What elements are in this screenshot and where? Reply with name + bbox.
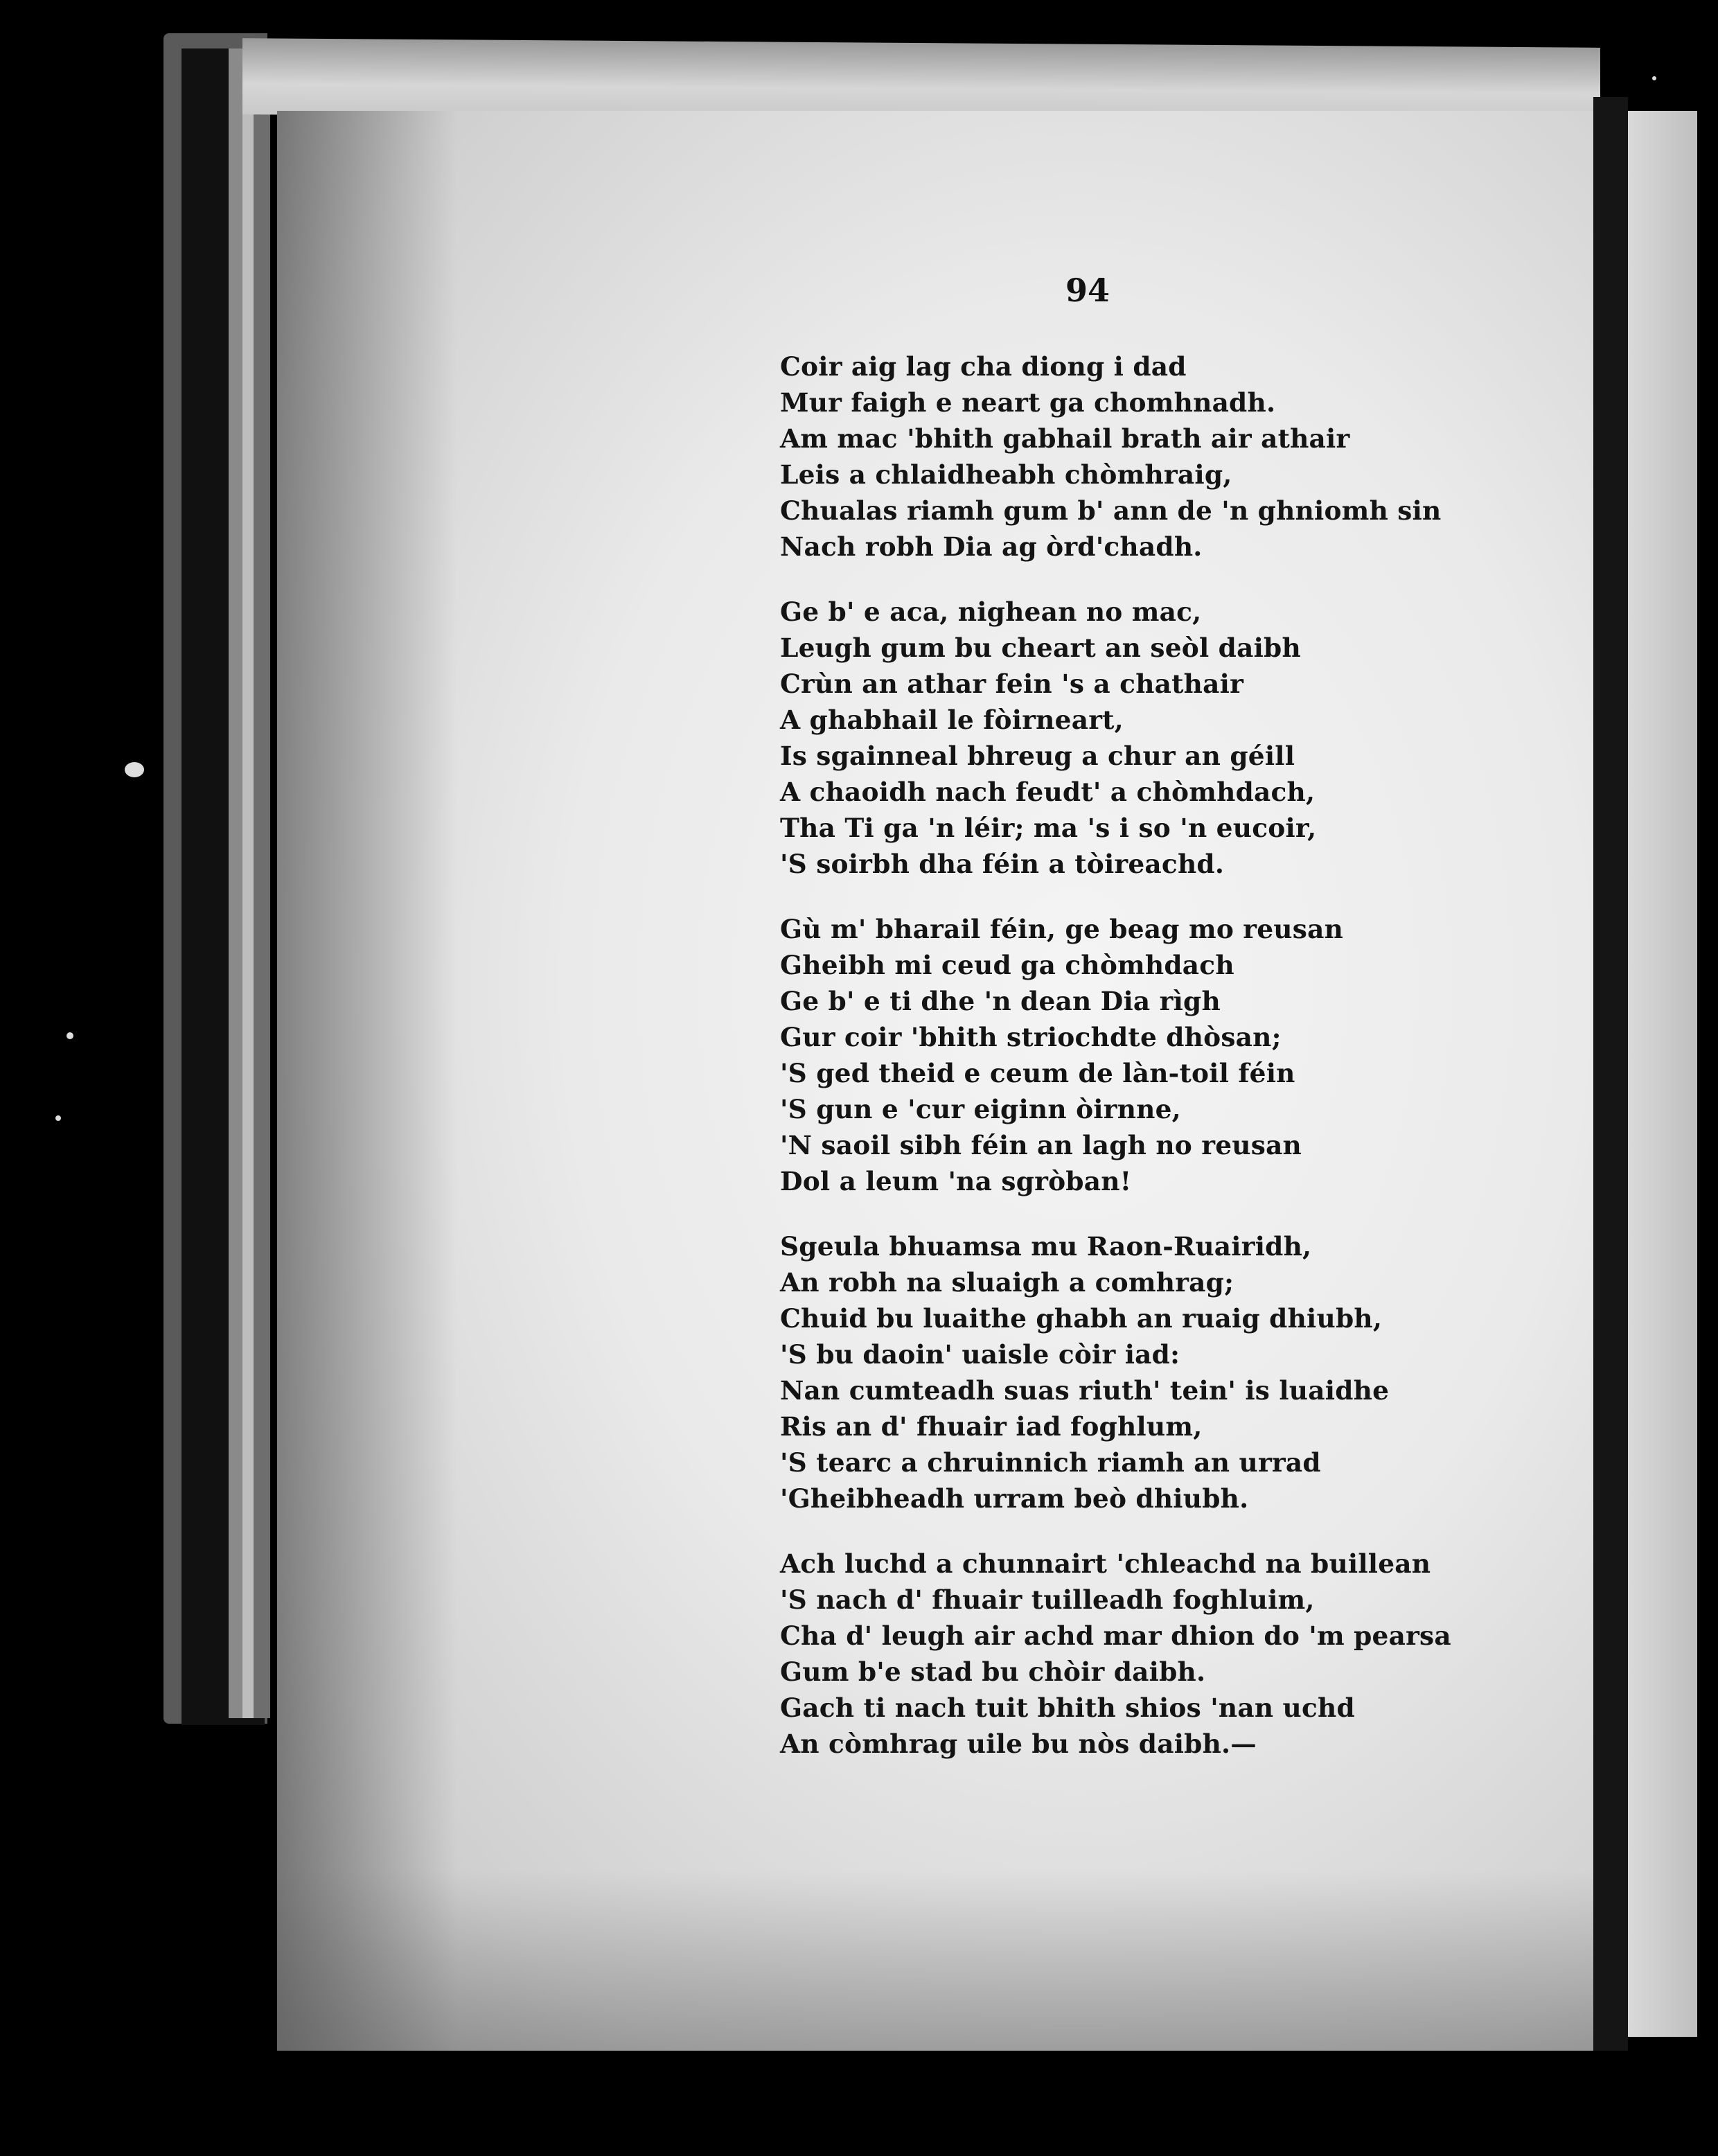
stanza [780,594,1473,882]
stanza [780,348,1473,565]
poem-line: Leugh gum bu cheart an seòl daibh [780,633,1301,663]
stanza [780,911,1473,1199]
page-shading [277,1871,1607,2051]
facing-page-edge [1628,111,1697,2037]
poem-line: A ghabhail le fòirneart, [780,705,1124,735]
poem-line: 'Gheibheadh urram beò dhiubh. [780,1483,1249,1514]
poem-line: Mur faigh e neart ga chomhnadh. [780,387,1276,418]
poem-line: Chualas riamh gum b' ann de 'n ghniomh sin [780,495,1442,526]
poem-line: Ach luchd a chunnairt 'chleachd na buillean [780,1548,1431,1579]
poem-line: 'S ged theid e ceum de làn-toil féin [780,1058,1295,1088]
poem-line: A chaoidh nach feudt' a chòmhdach, [780,777,1316,807]
dust-speck [67,1032,73,1039]
poem-line: 'S tearc a chruinnich riamh an urrad [780,1447,1321,1478]
poem-line: Crùn an athar fein 's a chathair [780,669,1244,699]
poem-line: Dol a leum 'na sgròban! [780,1166,1132,1196]
poem-line: Am mac 'bhith gabhail brath air athair [780,423,1350,454]
poem-line: Gur coir 'bhith striochdte dhòsan; [780,1022,1282,1052]
poem-text [780,348,1473,1791]
poem-line: 'N saoil sibh féin an lagh no reusan [780,1130,1302,1160]
poem-line: 'S bu daoin' uaisle còir iad: [780,1339,1180,1370]
poem-line: An còmhrag uile bu nòs daibh.— [780,1729,1257,1759]
poem-line: 'S nach d' fhuair tuilleadh foghluim, [780,1584,1315,1615]
page-number: 94 [1065,272,1110,309]
poem-line: Nan cumteadh suas riuth' tein' is luaidhe [780,1375,1390,1406]
poem-line: Ge b' e ti dhe 'n dean Dia rìgh [780,986,1221,1016]
poem-line: An robh na sluaigh a comhrag; [780,1267,1234,1298]
book-gutter [1593,97,1628,2051]
poem-line: Cha d' leugh air achd mar dhion do 'm pearsa [780,1620,1451,1651]
page-shading [277,111,457,2051]
poem-line: 'S soirbh dha féin a tòireachd. [780,849,1225,879]
poem-line: Gheibh mi ceud ga chòmhdach [780,950,1234,980]
poem-line: Gum b'e stad bu chòir daibh. [780,1656,1206,1687]
poem-line: Gach ti nach tuit bhith shios 'nan uchd [780,1693,1355,1723]
dust-speck [1652,76,1656,80]
poem-line: 'S gun e 'cur eiginn òirnne, [780,1094,1181,1124]
page-stack-edge [254,62,270,1718]
poem-line: Gù m' bharail féin, ge beag mo reusan [780,914,1344,944]
stanza [780,1228,1473,1517]
poem-line: Sgeula bhuamsa mu Raon-Ruairidh, [780,1231,1312,1262]
poem-line: Ris an d' fhuair iad foghlum, [780,1411,1203,1442]
poem-line: Tha Ti ga 'n léir; ma 's i so 'n eucoir, [780,813,1317,843]
scan-border [1697,0,1718,2156]
poem-line: Ge b' e aca, nighean no mac, [780,597,1202,627]
stanza [780,1546,1473,1762]
dust-speck [55,1115,61,1121]
poem-line: Nach robh Dia ag òrd'chadh. [780,531,1203,562]
poem-line: Is sgainneal bhreug a chur an géill [780,741,1295,771]
poem-line: Chuid bu luaithe ghabh an ruaig dhiubh, [780,1303,1383,1334]
dust-speck [125,762,144,777]
poem-line: Coir aig lag cha diong i dad [780,351,1187,382]
poem-line: Leis a chlaidheabh chòmhraig, [780,459,1232,490]
